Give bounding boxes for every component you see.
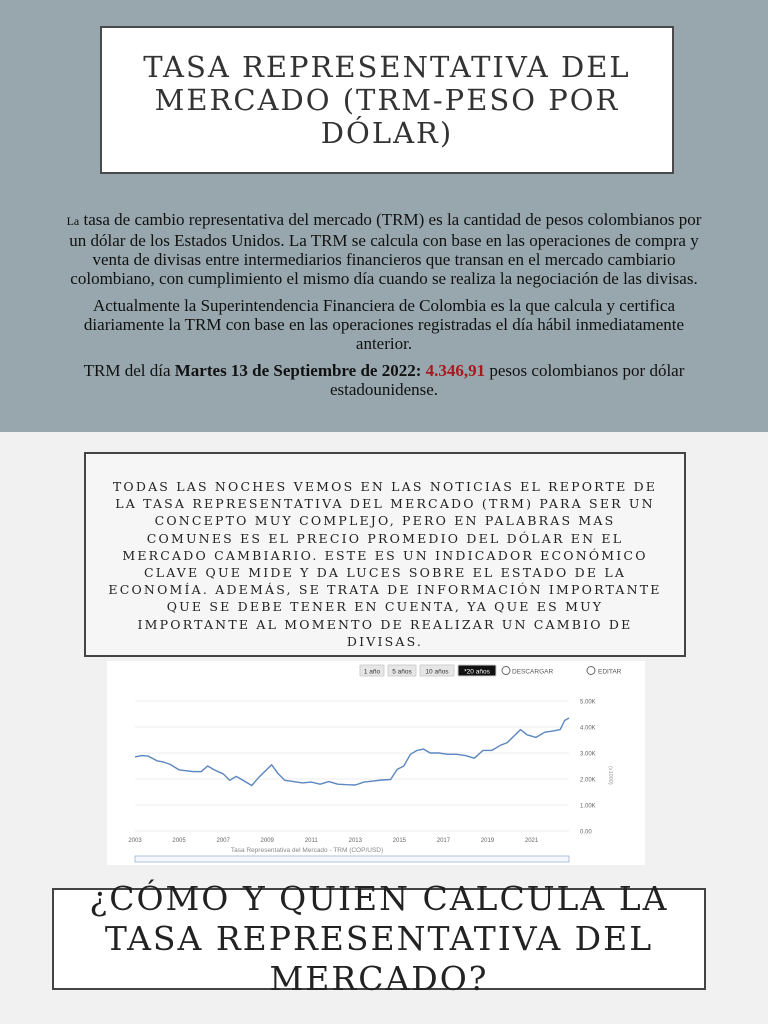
x-tick-label: 2011 — [304, 838, 318, 844]
question-box — [52, 879, 706, 998]
y-tick-label: 3.00K — [580, 751, 596, 758]
range-button-label: 1 año — [363, 668, 381, 676]
trm-date: Martes 13 de Septiembre de 2022: — [174, 361, 422, 380]
x-tick-label: 2017 — [436, 838, 451, 844]
y-tick-label: 2.00K — [580, 777, 596, 784]
intro-paragraph-definition — [60, 210, 708, 288]
question-heading: ¿CÓMO Y QUIEN CALCULA LA TASA REPRESENTATIVA DEL MERCADO? — [89, 879, 669, 998]
x-tick-label: 2013 — [348, 838, 362, 844]
trm-chart-svg — [107, 661, 645, 865]
x-tick-label: 2015 — [392, 838, 407, 844]
range-navigator[interactable] — [135, 856, 569, 862]
edit-button[interactable]: EDITAR — [598, 668, 622, 676]
x-tick-label: 2009 — [260, 838, 274, 844]
x-tick-label: 2021 — [524, 838, 539, 844]
info-text: TODAS LAS NOCHES VEMOS EN LAS NOTICIAS EL REPORTE DE LA TASA REPRESENTATIVA DEL MERCADO (TRM) PARA SER UN CONCEPTO MUY COMPLEJO, PERO EN PALABRAS MAS COMUNES ES EL PRECIO PROMEDIO DEL DÓLAR EN EL MERCADO CAMBIARIO. ESTE ES UN INDICADOR ECONÓMICO CLAVE QUE MIDE Y DA LUCES SOBRE EL ESTADO DE LA ECONOMÍA. ADEMÁS, SE TRATA DE INFORMACIÓN IMPORTANTE QUE SE DEBE TENER EN CUENTA, YA QUE ES MUY IMPORTANTE AL MOMENTO DE REALIZAR UN CAMBIO DE DIVISAS. — [108, 479, 662, 649]
download-icon[interactable] — [502, 667, 510, 675]
y-axis-unit-label: (x1000) — [607, 766, 613, 785]
trm-chart — [107, 661, 645, 865]
info-box — [84, 452, 686, 657]
trm-prefix: TRM del día — [83, 361, 175, 380]
intro-paragraph-trm — [60, 361, 708, 399]
y-tick-label: 4.00K — [580, 725, 596, 732]
trm-suffix: pesos colombianos por dólar estadounidense. — [329, 361, 685, 399]
edit-icon[interactable] — [587, 667, 595, 675]
page-title: TASA REPRESENTATIVA DEL MERCADO (TRM-PESO POR DÓLAR) — [143, 49, 631, 150]
range-button-label: 5 años — [392, 668, 412, 676]
y-tick-label: 5.00K — [580, 699, 596, 706]
intro-text — [60, 210, 708, 407]
download-button[interactable]: DESCARGAR — [512, 668, 554, 676]
intro-definition-text: tasa de cambio representativa del mercado (TRM) es la cantidad de pesos colombianos por un dólar de los Estados Unidos. La TRM se calcula con base en las operaciones de compra y venta de divisas entre intermediarios financieros que transan en el mercado cambiario colombiano, con cumplimiento el mismo día cuando se realiza la negociación de las divisas. — [69, 210, 702, 288]
x-tick-label: 2003 — [128, 838, 142, 844]
series-line-trm — [135, 718, 569, 786]
range-button-label: *20 años — [464, 668, 490, 676]
trm-rate: 4.346,91 — [425, 361, 486, 380]
x-tick-label: 2005 — [172, 838, 186, 844]
range-button-label: 10 años — [425, 668, 449, 676]
x-tick-label: 2019 — [480, 838, 495, 844]
x-tick-label: 2007 — [216, 838, 230, 844]
y-tick-label: 0.00 — [580, 829, 592, 836]
title-box — [100, 26, 674, 174]
intro-paragraph-authority: Actualmente la Superintendencia Financiera de Colombia es la que calcula y certifica diariamente la TRM con base en las operaciones registradas el día hábil inmediatamente anterior. — [83, 296, 685, 353]
chart-caption: Tasa Representativa del Mercado - TRM (COP/USD) — [230, 847, 384, 854]
y-tick-label: 1.00K — [580, 803, 596, 810]
intro-lead: La — [66, 214, 80, 228]
